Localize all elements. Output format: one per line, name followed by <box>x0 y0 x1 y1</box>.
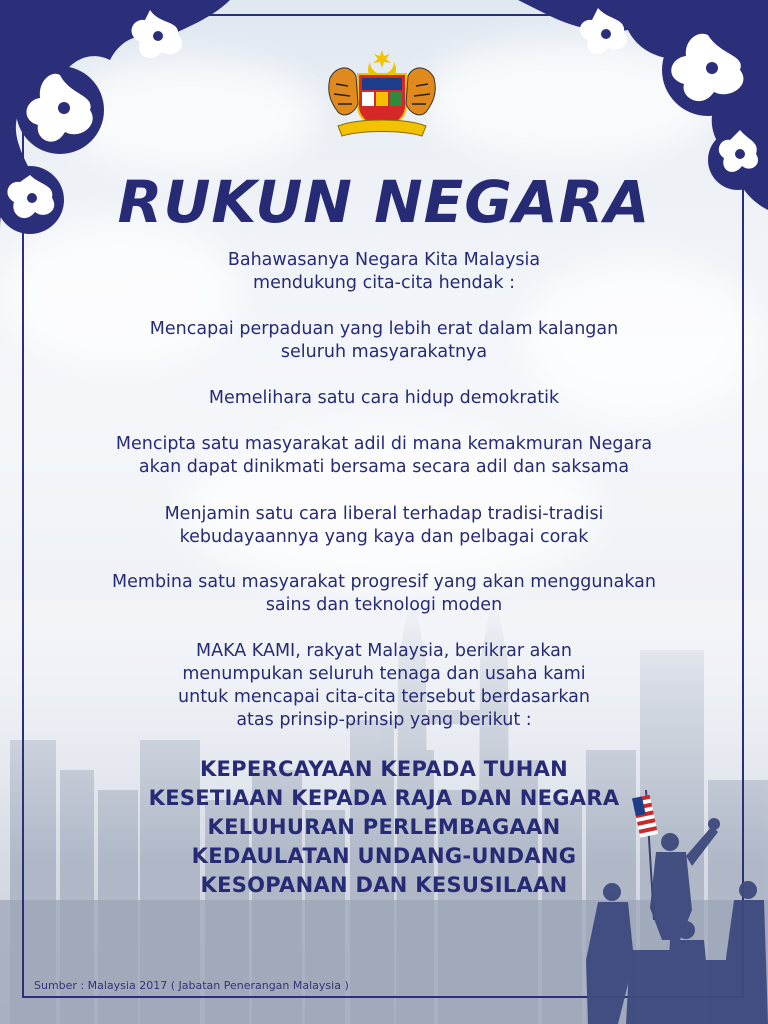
aim-5 <box>0 571 768 617</box>
aim-line: Memelihara satu cara hidup demokratik <box>208 388 560 408</box>
aim-line: akan dapat dinikmati bersama secara adil dan saksama <box>138 457 630 477</box>
aim-line: Mencapai perpaduan yang lebih erat dalam kalangan <box>149 319 619 339</box>
aim-line: sains dan teknologi moden <box>265 595 503 615</box>
aim-line: kebudayaannya yang kaya dan pelbagai corak <box>179 527 589 547</box>
principle-1: KEPERCAYAAN KEPADA TUHAN <box>199 757 569 781</box>
principle-2: KESETIAAN KEPADA RAJA DAN NEGARA <box>148 786 620 810</box>
pledge-line: atas prinsip-prinsip yang berikut : <box>236 710 532 730</box>
pledge-text <box>0 640 768 732</box>
intro-line: Bahawasanya Negara Kita Malaysia <box>227 250 541 270</box>
malaysia-coat-of-arms-icon <box>318 48 446 140</box>
aim-line: Membina satu masyarakat progresif yang akan menggunakan <box>112 572 656 592</box>
aim-1 <box>0 318 768 364</box>
principle-5: KESOPANAN DAN KESUSILAAN <box>200 873 568 897</box>
pledge-line: MAKA KAMI, rakyat Malaysia, berikrar akan <box>196 641 572 661</box>
aim-line: Mencipta satu masyarakat adil di mana kemakmuran Negara <box>115 434 653 454</box>
intro-line: mendukung cita-cita hendak : <box>253 273 515 293</box>
source-credit: Sumber : Malaysia 2017 ( Jabatan Penerangan Malaysia ) <box>34 979 349 992</box>
aim-line: seluruh masyarakatnya <box>280 342 488 362</box>
intro-text <box>0 249 768 295</box>
principle-4: KEDAULATAN UNDANG-UNDANG <box>191 844 577 868</box>
national-monument-icon <box>570 780 768 1024</box>
aim-3 <box>0 433 768 479</box>
poster-title: RUKUN NEGARA <box>117 168 651 236</box>
aim-4 <box>0 503 768 549</box>
principle-3: KELUHURAN PERLEMBAGAAN <box>207 815 561 839</box>
pledge-line: menumpukan seluruh tenaga dan usaha kami <box>182 664 586 684</box>
pledge-line: untuk mencapai cita-cita tersebut berdasarkan <box>178 687 590 707</box>
aim-line: Menjamin satu cara liberal terhadap tradisi-tradisi <box>164 504 604 524</box>
aim-2 <box>0 387 768 410</box>
